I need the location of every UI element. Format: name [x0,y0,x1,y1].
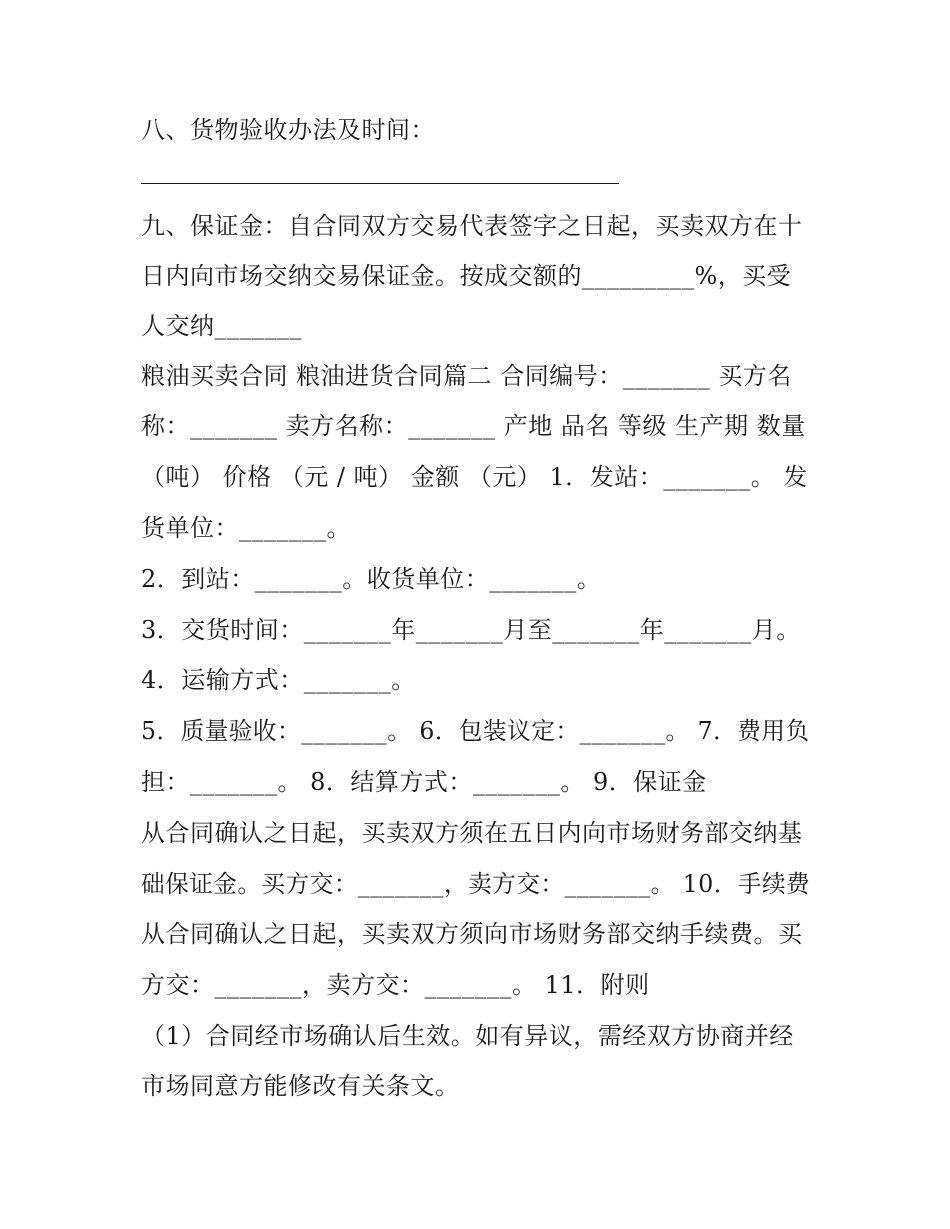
text-line: 货单位：_______。 [141,514,351,542]
text-line: 称：_______ 卖方名称：_______ 产地 品名 等级 生产期 数量 [141,412,806,440]
text-line: 3．交货时间：_______年_______月至_______年_______月。 [141,616,801,644]
text-line: 4．运输方式：_______。 [141,666,416,694]
text-line: （吨） 价格 （元 / 吨） 金额 （元） 1．发站：_______。 发 [141,463,808,491]
text-line: 粮油买卖合同 粮油进货合同篇二 合同编号：_______ 买方名 [141,362,792,390]
text-line: （1）合同经市场确认后生效。如有异议，需经双方协商并经 [141,1022,794,1050]
text-line: 从合同确认之日起，买卖双方须向市场财务部交纳手续费。买 [141,920,803,948]
text-line: 市场同意方能修改有关条文。 [141,1072,460,1100]
blank-fill-line [141,183,619,184]
section-8-heading: 八、货物验收办法及时间： [141,116,435,144]
text-line: 2．到站：_______。收货单位：_______。 [141,565,602,593]
text-line: 九、保证金：自合同双方交易代表签字之日起，买卖双方在十 [141,212,803,240]
text-line: 日内向市场交纳交易保证金。按成交额的_________%，买受 [141,262,792,290]
text-line: 担：_______。 8．结算方式：_______。 9．保证金 [141,768,707,796]
text-line: 方交：_______，卖方交：_______。 11．附则 [141,971,650,999]
text-line: 从合同确认之日起，买卖双方须在五日内向市场财务部交纳基 [141,819,803,847]
text-line: 础保证金。买方交：_______，卖方交：_______。 10．手续费 [141,870,811,898]
text-line: 5．质量验收：_______。 6．包装议定：_______。 7．费用负 [141,717,810,745]
text-line: 人交纳_______ [141,312,302,340]
